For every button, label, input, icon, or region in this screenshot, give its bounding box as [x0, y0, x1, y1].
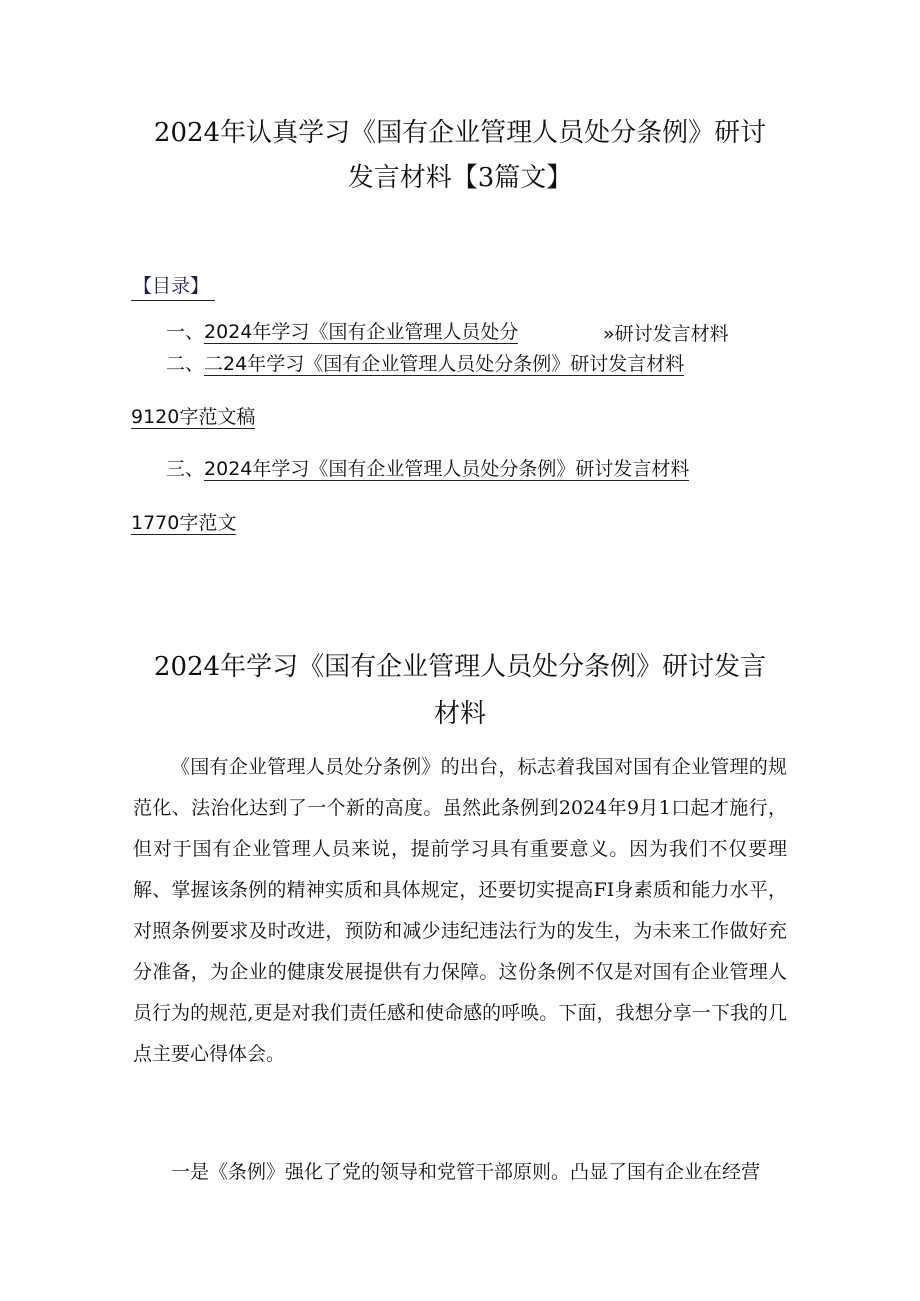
toc-item-link[interactable]: 二24年学习《国有企业管理人员处分条例》研讨发言材料	[204, 353, 685, 375]
toc-item-link[interactable]: 9120字范文稿	[131, 406, 256, 428]
toc-item-1-tail[interactable]: »研讨发言材料	[603, 323, 729, 345]
toc-item-number: 二、	[166, 353, 205, 375]
toc-item-3[interactable]	[166, 455, 689, 483]
body-paragraph: 《国有企业管理人员处分条例》的出台，标志着我国对国有企业管理的规范化、法治化达到了一个新的高度。虽然此条例到2024年9月1口起才施行，但对于国有企业管理人员来说，提前学习具有重要意义。因为我们不仅要理解、掌握该条例的精神实质和具体规定，还要切实提高FI身素质和能力水平，对照条例要求及时改进，预防和减少违纪违法行为的发生，为未来工作做好充分准备，为企业的健康发展提供有力保障。这份条例不仅是对国有企业管理人员行为的规范,更是对我们责任感和使命感的呼唤。下面，我想分享一下我的几点主要心得体会。	[133, 756, 787, 1065]
body-paragraph: 一是《条例》强化了党的领导和党管干部原则。凸显了国有企业在经营	[171, 1161, 761, 1183]
toc-item-number: 三、	[166, 458, 205, 480]
document-title-line1: 2024年认真学习《国有企业管理人员处分条例》研讨	[153, 118, 767, 148]
toc-item-2[interactable]	[166, 350, 684, 378]
toc-item-link[interactable]: 1770字范文	[131, 512, 237, 534]
toc-item-link[interactable]: 2024年学习《国有企业管理人员处分	[204, 321, 519, 343]
toc-item-2-subtitle[interactable]	[131, 403, 255, 431]
section-title-line1: 2024年学习《国有企业管理人员处分条例》研讨发言	[153, 652, 767, 682]
document-title-line2: 发言材料【3篇文】	[347, 163, 573, 193]
toc-item-link[interactable]: 2024年学习《国有企业管理人员处分条例》研讨发言材料	[204, 458, 690, 480]
toc-item-number: 一、	[166, 321, 205, 343]
toc-label: 【目录】	[131, 272, 215, 301]
toc-item-1[interactable]	[166, 318, 518, 346]
section-title-line2: 材料	[433, 699, 486, 729]
toc-item-3-subtitle[interactable]	[131, 509, 236, 537]
